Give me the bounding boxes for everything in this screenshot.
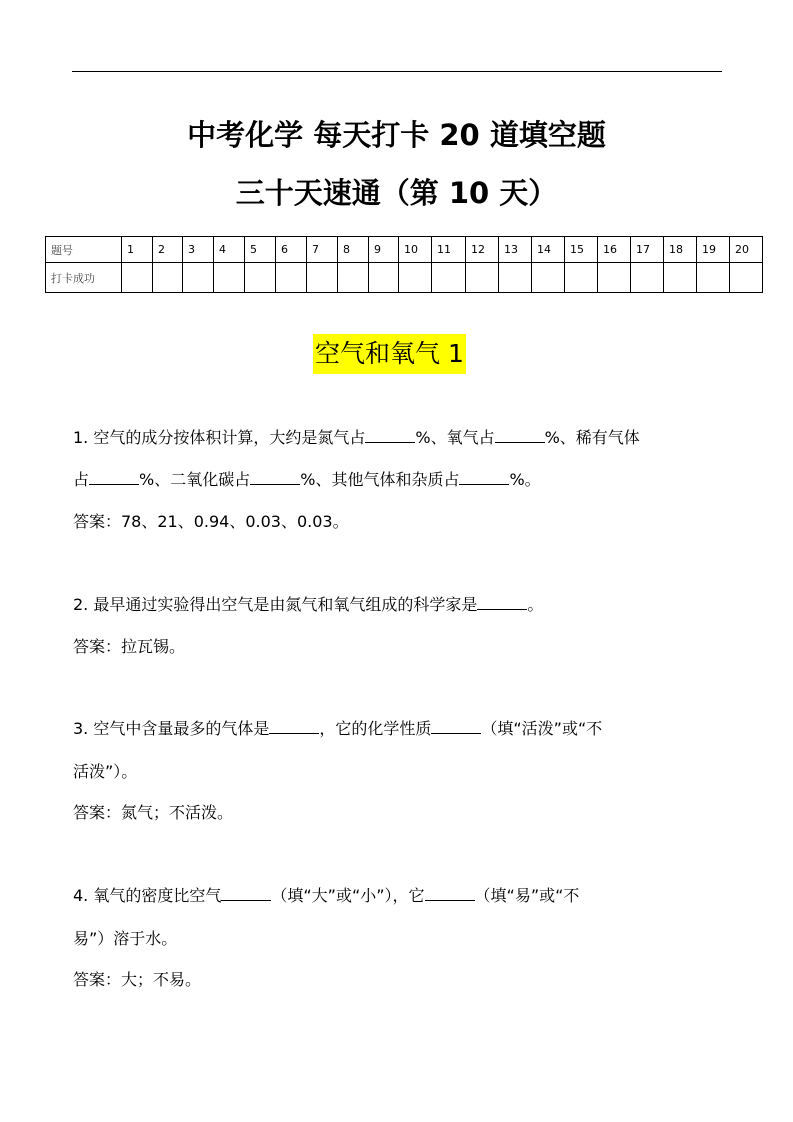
table-cell: 20 [730,237,763,263]
table-cell: 4 [214,237,245,263]
table-cell: 3 [183,237,214,263]
answer-blank [459,470,509,485]
question-text: %、稀有气体 [544,428,640,447]
table-cell: 8 [338,237,369,263]
question-text: 3. 空气中含量最多的气体是 [73,719,270,738]
table-cell: 16 [598,237,631,263]
table-cell: 11 [432,237,466,263]
checkin-cell[interactable] [432,263,466,293]
table-cell: 5 [245,237,276,263]
question-4-line-2: 易”）溶于水。 [73,929,178,948]
table-cell: 15 [565,237,598,263]
table-cell: 1 [122,237,153,263]
table-cell: 6 [276,237,307,263]
answer-blank [365,428,415,443]
page-subtitle: 三十天速通（第 10 天） [235,176,558,210]
table-cell: 2 [153,237,183,263]
answer-blank [89,470,139,485]
checkin-cell[interactable] [499,263,532,293]
question-text: 1. 空气的成分按体积计算，大约是氮气占 [73,428,366,447]
answer-blank [250,470,300,485]
row-label-checkin: 打卡成功 [46,263,122,293]
checkin-cell[interactable] [276,263,307,293]
table-row-numbers [46,237,763,263]
question-text: 占 [73,470,90,489]
checkin-cell[interactable] [122,263,153,293]
table-cell: 10 [399,237,432,263]
question-1-answer: 答案：78、21、0.94、0.03、0.03。 [73,512,349,531]
checkin-cell[interactable] [532,263,565,293]
question-1-line-1 [73,428,733,448]
table-cell: 12 [466,237,499,263]
answer-blank [221,886,271,901]
table-cell: 17 [631,237,664,263]
question-1-line-2 [73,470,733,490]
checkin-cell[interactable] [631,263,664,293]
question-text: 。 [527,595,544,614]
header-rule [72,71,722,72]
question-text: %、氧气占 [415,428,495,447]
question-text: ，它的化学性质 [319,719,432,738]
question-text: %、其他气体和杂质占 [300,470,460,489]
question-text: （填“大”或“小”），它 [271,886,425,905]
question-text: （填“易”或“不 [474,886,580,905]
table-cell: 9 [369,237,399,263]
question-3-line-1 [73,719,733,739]
question-3-answer: 答案：氮气；不活泼。 [73,803,234,822]
page-title: 中考化学 每天打卡 20 道填空题 [187,118,606,152]
answer-blank [269,719,319,734]
question-text: %。 [509,470,541,489]
question-text: 2. 最早通过实验得出空气是由氮气和氧气组成的科学家是 [73,595,478,614]
checkin-cell[interactable] [183,263,214,293]
answer-blank [495,428,545,443]
question-text: （填“活泼”或“不 [481,719,603,738]
table-row-checkin [46,263,763,293]
question-2-answer: 答案：拉瓦锡。 [73,637,186,656]
checkin-cell[interactable] [730,263,763,293]
table-cell: 14 [532,237,565,263]
checkin-cell[interactable] [399,263,432,293]
answer-blank [425,886,475,901]
checkin-cell[interactable] [466,263,499,293]
checkin-table [45,236,763,293]
question-4-answer: 答案：大；不易。 [73,970,202,989]
question-2-line-1 [73,595,733,615]
question-text: %、二氧化碳占 [139,470,251,489]
checkin-cell[interactable] [338,263,369,293]
table-cell: 19 [697,237,730,263]
section-title: 空气和氧气 1 [313,334,466,374]
checkin-cell[interactable] [565,263,598,293]
checkin-cell[interactable] [153,263,183,293]
checkin-cell[interactable] [598,263,631,293]
answer-blank [477,595,527,610]
checkin-cell[interactable] [307,263,338,293]
checkin-cell[interactable] [664,263,697,293]
table-cell: 7 [307,237,338,263]
question-text: 4. 氧气的密度比空气 [73,886,222,905]
question-4-line-1 [73,886,733,906]
table-cell: 13 [499,237,532,263]
checkin-cell[interactable] [369,263,399,293]
question-3-line-2: 活泼”）。 [73,762,138,781]
table-cell: 18 [664,237,697,263]
answer-blank [431,719,481,734]
row-label-number: 题号 [46,237,122,263]
checkin-cell[interactable] [214,263,245,293]
checkin-cell[interactable] [697,263,730,293]
checkin-cell[interactable] [245,263,276,293]
